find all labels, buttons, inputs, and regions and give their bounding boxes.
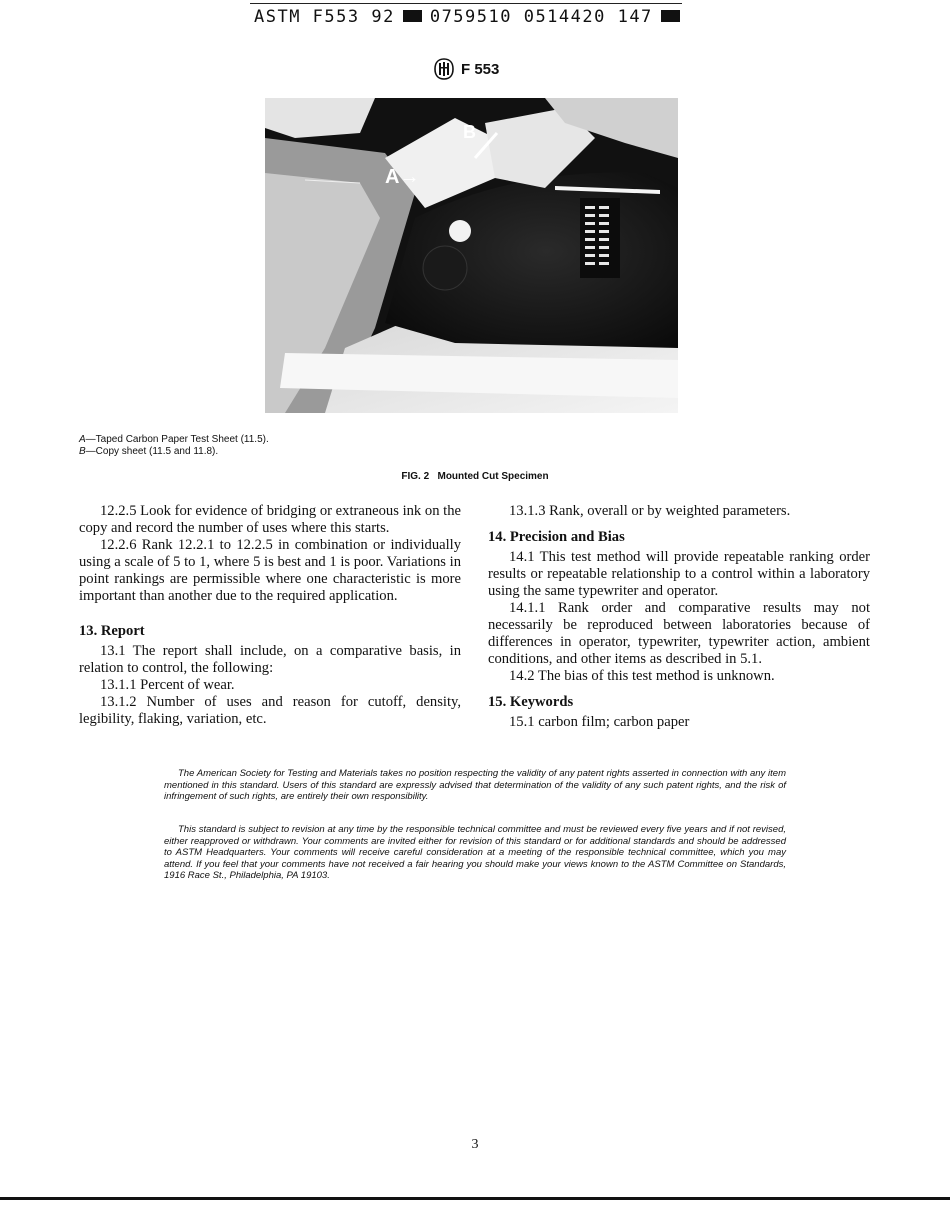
right-column [488, 503, 870, 731]
header-rule [250, 3, 682, 4]
paragraph-15-1: 15.1 carbon film; carbon paper [509, 714, 690, 730]
page-logo-header [434, 58, 499, 80]
section-heading-keywords: 15. Keywords [488, 694, 574, 710]
standard-designation: F 553 [461, 60, 500, 78]
header-code-part2: 0759510 0514420 147 [429, 7, 653, 27]
paragraph-14-2: 14.2 The bias of this test method is unknown. [509, 668, 775, 684]
paragraph-12-2-5: 12.2.5 Look for evidence of bridging or extraneous ink on the copy and record the number of uses where this starts. [79, 503, 461, 536]
figure-note-b: B—Copy sheet (11.5 and 11.8). [79, 446, 219, 457]
black-block-mark [661, 10, 680, 22]
paragraph-13-1: 13.1 The report shall include, on a comparative basis, in relation to control, the following: [79, 643, 461, 676]
paragraph-13-1-3: 13.1.3 Rank, overall or by weighted parameters. [509, 503, 791, 519]
header-code-part1: ASTM F553 92 [254, 7, 395, 27]
paragraph-13-1-2: 13.1.2 Number of uses and reason for cutoff, density, legibility, flaking, variation, etc. [79, 694, 461, 727]
patent-notice: The American Society for Testing and Materials takes no position respecting the validity of any patent rights asserted in connection with any item mentioned in this standard. Users of this standard are expressly advised that determination of the validity of any such patent rights, and the risk of infringement of such rights, are entirely their own responsibility. [164, 768, 786, 802]
paragraph-13-1-1: 13.1.1 Percent of wear. [100, 677, 235, 693]
figure-label-b: B [463, 122, 476, 142]
astm-logo-icon [434, 58, 454, 80]
left-column [79, 503, 461, 728]
black-block-mark [403, 10, 422, 22]
figure-photo [265, 98, 678, 413]
revision-notice: This standard is subject to revision at any time by the responsible technical committee and must be reviewed every five years and if not revised, either reapproved or withdrawn. Your comments are invited either for revision of this standard or for additional standards and should be addressed to ASTM Headquarters. Your comments will receive careful consideration at a meeting of the responsible technical committee, which you may attend. If you feel that your comments have not received a fair hearing you should make your views known to the ASTM Committee on Standards, 1916 Race St., Philadelphia, PA 19103. [164, 824, 786, 881]
figure-title: FIG. 2 Mounted Cut Specimen [401, 471, 549, 482]
paragraph-14-1-1: 14.1.1 Rank order and comparative results may not necessarily be reproduced between laboratories because of differences in operator, typewriter, typewriter action, ambient conditions, and other items as described in 5.1. [488, 600, 870, 667]
bottom-border [0, 1197, 950, 1200]
header-code [254, 7, 688, 27]
page-number: 3 [471, 1137, 479, 1152]
section-heading-precision-bias: 14. Precision and Bias [488, 529, 625, 545]
paragraph-12-2-6: 12.2.6 Rank 12.2.1 to 12.2.5 in combination or individually using a scale of 5 to 1, where 5 is best and 1 is poor. Variations in point rankings are permissible where one characteristic is more important than another due to the required application. [79, 537, 461, 604]
section-heading-report: 13. Report [79, 623, 145, 639]
figure-note-a: A—Taped Carbon Paper Test Sheet (11.5). [79, 434, 269, 445]
paragraph-14-1: 14.1 This test method will provide repeatable ranking order results or repeatable relationship to a control within a laboratory using the same typewriter and operator. [488, 549, 870, 599]
figure-label-a: A→ [385, 166, 420, 188]
